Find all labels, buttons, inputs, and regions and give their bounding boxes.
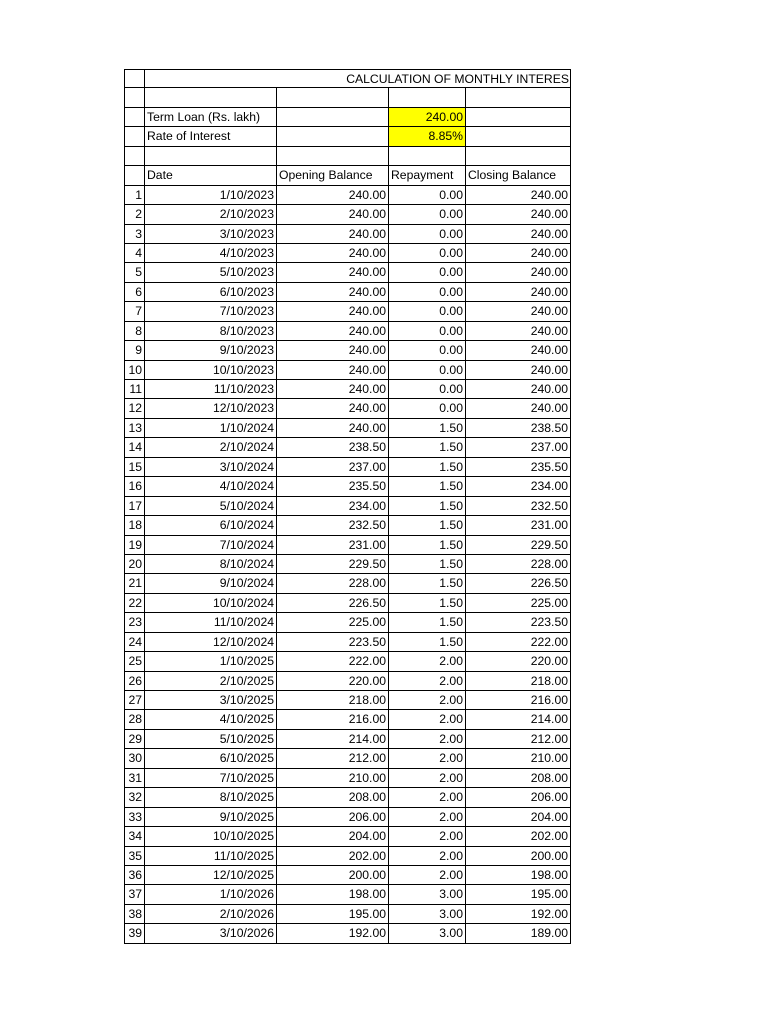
date-cell[interactable]: 11/10/2023 <box>145 380 277 399</box>
repayment-cell[interactable]: 0.00 <box>389 244 466 263</box>
row-number[interactable]: 1 <box>124 186 145 205</box>
date-cell[interactable]: 7/10/2024 <box>145 536 277 555</box>
closing-balance-cell[interactable]: 220.00 <box>466 652 571 671</box>
table-row <box>124 749 571 768</box>
opening-balance-cell[interactable]: 240.00 <box>277 244 389 263</box>
table-row <box>124 419 571 438</box>
closing-balance-cell[interactable]: 216.00 <box>466 691 571 710</box>
table-row <box>124 672 571 691</box>
row-number[interactable]: 35 <box>124 847 145 866</box>
closing-balance-cell[interactable]: 210.00 <box>466 749 571 768</box>
table-row <box>124 263 571 282</box>
opening-balance-cell[interactable]: 204.00 <box>277 827 389 846</box>
date-cell[interactable]: 3/10/2026 <box>145 924 277 943</box>
opening-balance-cell[interactable]: 240.00 <box>277 341 389 360</box>
date-cell[interactable]: 1/10/2023 <box>145 186 277 205</box>
closing-balance-cell[interactable]: 222.00 <box>466 633 571 652</box>
row-number[interactable]: 11 <box>124 380 145 399</box>
loan-value[interactable]: 240.00 <box>389 108 466 127</box>
table-row <box>124 244 571 263</box>
repayment-cell[interactable]: 1.50 <box>389 458 466 477</box>
repayment-cell[interactable]: 0.00 <box>389 186 466 205</box>
table-row <box>124 438 571 457</box>
table-row <box>124 555 571 574</box>
table-row <box>124 205 571 224</box>
repayment-cell[interactable]: 2.00 <box>389 866 466 885</box>
closing-balance-cell[interactable]: 192.00 <box>466 905 571 924</box>
table-row <box>124 477 571 496</box>
repayment-cell[interactable]: 0.00 <box>389 283 466 302</box>
opening-balance-cell[interactable]: 225.00 <box>277 613 389 632</box>
row-number[interactable]: 25 <box>124 652 145 671</box>
date-cell[interactable]: 12/10/2024 <box>145 633 277 652</box>
repayment-cell[interactable]: 3.00 <box>389 885 466 904</box>
date-cell[interactable]: 5/10/2023 <box>145 263 277 282</box>
date-cell[interactable]: 5/10/2025 <box>145 730 277 749</box>
repayment-cell[interactable]: 2.00 <box>389 710 466 729</box>
repayment-cell[interactable]: 1.50 <box>389 594 466 613</box>
repayment-cell[interactable]: 2.00 <box>389 788 466 807</box>
repayment-cell[interactable]: 1.50 <box>389 438 466 457</box>
repayment-cell[interactable]: 1.50 <box>389 516 466 535</box>
date-cell[interactable]: 6/10/2023 <box>145 283 277 302</box>
opening-balance-cell[interactable]: 200.00 <box>277 866 389 885</box>
opening-balance-cell[interactable]: 240.00 <box>277 225 389 244</box>
rate-value[interactable]: 8.85% <box>389 127 466 146</box>
repayment-cell[interactable]: 1.50 <box>389 555 466 574</box>
row-number[interactable]: 24 <box>124 633 145 652</box>
closing-balance-cell[interactable]: 226.50 <box>466 574 571 593</box>
opening-balance-cell[interactable]: 228.00 <box>277 574 389 593</box>
opening-balance-cell[interactable]: 240.00 <box>277 419 389 438</box>
cell[interactable] <box>389 88 466 107</box>
closing-balance-cell[interactable]: 235.50 <box>466 458 571 477</box>
repayment-cell[interactable]: 0.00 <box>389 341 466 360</box>
table-row <box>124 633 571 652</box>
opening-balance-cell[interactable]: 232.50 <box>277 516 389 535</box>
repayment-cell[interactable]: 0.00 <box>389 302 466 321</box>
repayment-cell[interactable]: 1.50 <box>389 613 466 632</box>
cell[interactable] <box>466 127 571 146</box>
date-cell[interactable]: 7/10/2023 <box>145 302 277 321</box>
rate-label[interactable]: Rate of Interest <box>145 127 277 146</box>
closing-balance-cell[interactable]: 240.00 <box>466 225 571 244</box>
row-number[interactable]: 27 <box>124 691 145 710</box>
repayment-cell[interactable]: 2.00 <box>389 808 466 827</box>
closing-balance-cell[interactable]: 231.00 <box>466 516 571 535</box>
opening-balance-cell[interactable]: 222.00 <box>277 652 389 671</box>
closing-balance-cell[interactable]: 240.00 <box>466 302 571 321</box>
table-row <box>124 536 571 555</box>
opening-balance-cell[interactable]: 226.50 <box>277 594 389 613</box>
date-cell[interactable]: 12/10/2025 <box>145 866 277 885</box>
closing-balance-cell[interactable]: 202.00 <box>466 827 571 846</box>
date-cell[interactable]: 10/10/2025 <box>145 827 277 846</box>
row-number[interactable]: 22 <box>124 594 145 613</box>
data-rows <box>124 186 571 944</box>
row-number[interactable]: 2 <box>124 205 145 224</box>
opening-balance-cell[interactable]: 212.00 <box>277 749 389 768</box>
date-cell[interactable]: 10/10/2024 <box>145 594 277 613</box>
date-cell[interactable]: 3/10/2023 <box>145 225 277 244</box>
repayment-cell[interactable]: 1.50 <box>389 574 466 593</box>
table-row <box>124 458 571 477</box>
cell[interactable] <box>124 69 145 88</box>
row-number[interactable]: 6 <box>124 283 145 302</box>
loan-label[interactable]: Term Loan (Rs. lakh) <box>145 108 277 127</box>
table-row <box>124 788 571 807</box>
title-row <box>124 69 571 88</box>
date-cell[interactable]: 4/10/2024 <box>145 477 277 496</box>
row-number[interactable]: 39 <box>124 924 145 943</box>
opening-balance-cell[interactable]: 240.00 <box>277 322 389 341</box>
opening-balance-cell[interactable]: 240.00 <box>277 302 389 321</box>
date-cell[interactable]: 1/10/2025 <box>145 652 277 671</box>
row-number[interactable]: 19 <box>124 536 145 555</box>
spreadsheet <box>124 69 571 944</box>
table-row <box>124 613 571 632</box>
row-number[interactable]: 20 <box>124 555 145 574</box>
header-closing-balance[interactable]: Closing Balance <box>466 166 571 185</box>
opening-balance-cell[interactable]: 202.00 <box>277 847 389 866</box>
date-cell[interactable]: 6/10/2025 <box>145 749 277 768</box>
repayment-cell[interactable]: 1.50 <box>389 536 466 555</box>
row-number[interactable]: 37 <box>124 885 145 904</box>
table-row <box>124 322 571 341</box>
opening-balance-cell[interactable]: 240.00 <box>277 380 389 399</box>
repayment-cell[interactable]: 0.00 <box>389 225 466 244</box>
table-row <box>124 186 571 205</box>
table-row <box>124 497 571 516</box>
table-row <box>124 924 571 943</box>
loan-row <box>124 108 571 127</box>
opening-balance-cell[interactable]: 240.00 <box>277 283 389 302</box>
header-row <box>124 166 571 185</box>
row-number[interactable]: 12 <box>124 399 145 418</box>
opening-balance-cell[interactable]: 240.00 <box>277 263 389 282</box>
repayment-cell[interactable]: 1.50 <box>389 633 466 652</box>
date-cell[interactable]: 5/10/2024 <box>145 497 277 516</box>
closing-balance-cell[interactable]: 232.50 <box>466 497 571 516</box>
opening-balance-cell[interactable]: 210.00 <box>277 769 389 788</box>
table-row <box>124 516 571 535</box>
closing-balance-cell[interactable]: 218.00 <box>466 672 571 691</box>
date-cell[interactable]: 7/10/2025 <box>145 769 277 788</box>
row-number[interactable]: 30 <box>124 749 145 768</box>
table-row <box>124 225 571 244</box>
row-number[interactable]: 3 <box>124 225 145 244</box>
row-number[interactable]: 18 <box>124 516 145 535</box>
cell[interactable] <box>277 147 389 166</box>
table-row <box>124 885 571 904</box>
cell[interactable] <box>277 127 389 146</box>
repayment-cell[interactable]: 2.00 <box>389 730 466 749</box>
closing-balance-cell[interactable]: 240.00 <box>466 205 571 224</box>
closing-balance-cell[interactable]: 195.00 <box>466 885 571 904</box>
row-number[interactable]: 13 <box>124 419 145 438</box>
date-cell[interactable]: 2/10/2024 <box>145 438 277 457</box>
date-cell[interactable]: 4/10/2025 <box>145 710 277 729</box>
row-number[interactable]: 23 <box>124 613 145 632</box>
date-cell[interactable]: 2/10/2026 <box>145 905 277 924</box>
opening-balance-cell[interactable]: 214.00 <box>277 730 389 749</box>
closing-balance-cell[interactable]: 206.00 <box>466 788 571 807</box>
opening-balance-cell[interactable]: 240.00 <box>277 205 389 224</box>
repayment-cell[interactable]: 0.00 <box>389 205 466 224</box>
date-cell[interactable]: 3/10/2024 <box>145 458 277 477</box>
date-cell[interactable]: 8/10/2023 <box>145 322 277 341</box>
date-cell[interactable]: 2/10/2025 <box>145 672 277 691</box>
repayment-cell[interactable]: 2.00 <box>389 652 466 671</box>
repayment-cell[interactable]: 2.00 <box>389 847 466 866</box>
date-cell[interactable]: 11/10/2024 <box>145 613 277 632</box>
date-cell[interactable]: 9/10/2024 <box>145 574 277 593</box>
repayment-cell[interactable]: 3.00 <box>389 905 466 924</box>
table-row <box>124 380 571 399</box>
sheet-title[interactable]: CALCULATION OF MONTHLY INTERES <box>145 69 571 88</box>
closing-balance-cell[interactable]: 240.00 <box>466 322 571 341</box>
opening-balance-cell[interactable]: 192.00 <box>277 924 389 943</box>
row-number[interactable]: 34 <box>124 827 145 846</box>
cell[interactable] <box>145 147 277 166</box>
opening-balance-cell[interactable]: 208.00 <box>277 788 389 807</box>
opening-balance-cell[interactable]: 206.00 <box>277 808 389 827</box>
closing-balance-cell[interactable]: 228.00 <box>466 555 571 574</box>
closing-balance-cell[interactable]: 198.00 <box>466 866 571 885</box>
repayment-cell[interactable]: 1.50 <box>389 419 466 438</box>
opening-balance-cell[interactable]: 231.00 <box>277 536 389 555</box>
opening-balance-cell[interactable]: 223.50 <box>277 633 389 652</box>
date-cell[interactable]: 12/10/2023 <box>145 399 277 418</box>
row-number[interactable]: 33 <box>124 808 145 827</box>
table-row <box>124 302 571 321</box>
cell[interactable] <box>145 88 277 107</box>
date-cell[interactable]: 8/10/2025 <box>145 788 277 807</box>
date-cell[interactable]: 9/10/2023 <box>145 341 277 360</box>
date-cell[interactable]: 6/10/2024 <box>145 516 277 535</box>
repayment-cell[interactable]: 2.00 <box>389 749 466 768</box>
cell[interactable] <box>124 88 145 107</box>
repayment-cell[interactable]: 2.00 <box>389 827 466 846</box>
closing-balance-cell[interactable]: 225.00 <box>466 594 571 613</box>
table-row <box>124 769 571 788</box>
row-number[interactable]: 36 <box>124 866 145 885</box>
row-number[interactable]: 21 <box>124 574 145 593</box>
header-repayment[interactable]: Repayment <box>389 166 466 185</box>
closing-balance-cell[interactable]: 240.00 <box>466 263 571 282</box>
closing-balance-cell[interactable]: 240.00 <box>466 399 571 418</box>
repayment-cell[interactable]: 0.00 <box>389 322 466 341</box>
opening-balance-cell[interactable]: 238.50 <box>277 438 389 457</box>
table-row <box>124 594 571 613</box>
table-row <box>124 361 571 380</box>
date-cell[interactable]: 1/10/2026 <box>145 885 277 904</box>
table-row <box>124 652 571 671</box>
row-number[interactable]: 17 <box>124 497 145 516</box>
date-cell[interactable]: 4/10/2023 <box>145 244 277 263</box>
opening-balance-cell[interactable]: 240.00 <box>277 399 389 418</box>
closing-balance-cell[interactable]: 240.00 <box>466 380 571 399</box>
repayment-cell[interactable]: 0.00 <box>389 361 466 380</box>
table-row <box>124 691 571 710</box>
cell[interactable] <box>466 147 571 166</box>
repayment-cell[interactable]: 2.00 <box>389 769 466 788</box>
closing-balance-cell[interactable]: 240.00 <box>466 361 571 380</box>
closing-balance-cell[interactable]: 237.00 <box>466 438 571 457</box>
table-row <box>124 730 571 749</box>
table-row <box>124 399 571 418</box>
rate-row <box>124 127 571 146</box>
table-row <box>124 905 571 924</box>
row-number[interactable]: 8 <box>124 322 145 341</box>
table-row <box>124 808 571 827</box>
cell[interactable] <box>466 88 571 107</box>
table-row <box>124 574 571 593</box>
row-number[interactable]: 4 <box>124 244 145 263</box>
repayment-cell[interactable]: 1.50 <box>389 497 466 516</box>
opening-balance-cell[interactable]: 229.50 <box>277 555 389 574</box>
closing-balance-cell[interactable]: 240.00 <box>466 244 571 263</box>
opening-balance-cell[interactable]: 240.00 <box>277 186 389 205</box>
cell[interactable] <box>389 147 466 166</box>
closing-balance-cell[interactable]: 229.50 <box>466 536 571 555</box>
closing-balance-cell[interactable]: 189.00 <box>466 924 571 943</box>
cell[interactable] <box>124 127 145 146</box>
closing-balance-cell[interactable]: 214.00 <box>466 710 571 729</box>
row-number[interactable]: 38 <box>124 905 145 924</box>
closing-balance-cell[interactable]: 200.00 <box>466 847 571 866</box>
row-number[interactable]: 5 <box>124 263 145 282</box>
table-row <box>124 827 571 846</box>
row-number[interactable]: 10 <box>124 361 145 380</box>
row-number[interactable]: 26 <box>124 672 145 691</box>
repayment-cell[interactable]: 0.00 <box>389 399 466 418</box>
opening-balance-cell[interactable]: 240.00 <box>277 361 389 380</box>
opening-balance-cell[interactable]: 235.50 <box>277 477 389 496</box>
cell[interactable] <box>277 108 389 127</box>
blank-row <box>124 147 571 166</box>
date-cell[interactable]: 3/10/2025 <box>145 691 277 710</box>
repayment-cell[interactable]: 2.00 <box>389 672 466 691</box>
date-cell[interactable]: 10/10/2023 <box>145 361 277 380</box>
row-number[interactable]: 32 <box>124 788 145 807</box>
closing-balance-cell[interactable]: 223.50 <box>466 613 571 632</box>
table-row <box>124 847 571 866</box>
row-number[interactable]: 16 <box>124 477 145 496</box>
closing-balance-cell[interactable]: 204.00 <box>466 808 571 827</box>
opening-balance-cell[interactable]: 216.00 <box>277 710 389 729</box>
closing-balance-cell[interactable]: 208.00 <box>466 769 571 788</box>
row-number[interactable]: 29 <box>124 730 145 749</box>
closing-balance-cell[interactable]: 240.00 <box>466 186 571 205</box>
header-opening-balance[interactable]: Opening Balance <box>277 166 389 185</box>
opening-balance-cell[interactable]: 220.00 <box>277 672 389 691</box>
row-number[interactable]: 15 <box>124 458 145 477</box>
closing-balance-cell[interactable]: 240.00 <box>466 283 571 302</box>
opening-balance-cell[interactable]: 237.00 <box>277 458 389 477</box>
row-number[interactable]: 31 <box>124 769 145 788</box>
row-number[interactable]: 14 <box>124 438 145 457</box>
cell[interactable] <box>124 147 145 166</box>
date-cell[interactable]: 1/10/2024 <box>145 419 277 438</box>
opening-balance-cell[interactable]: 234.00 <box>277 497 389 516</box>
repayment-cell[interactable]: 0.00 <box>389 263 466 282</box>
blank-row <box>124 88 571 107</box>
repayment-cell[interactable]: 1.50 <box>389 477 466 496</box>
cell[interactable] <box>124 166 145 185</box>
opening-balance-cell[interactable]: 198.00 <box>277 885 389 904</box>
date-cell[interactable]: 2/10/2023 <box>145 205 277 224</box>
date-cell[interactable]: 8/10/2024 <box>145 555 277 574</box>
opening-balance-cell[interactable]: 195.00 <box>277 905 389 924</box>
cell[interactable] <box>124 108 145 127</box>
closing-balance-cell[interactable]: 238.50 <box>466 419 571 438</box>
cell[interactable] <box>277 88 389 107</box>
table-row <box>124 866 571 885</box>
closing-balance-cell[interactable]: 240.00 <box>466 341 571 360</box>
repayment-cell[interactable]: 0.00 <box>389 380 466 399</box>
row-number[interactable]: 28 <box>124 710 145 729</box>
repayment-cell[interactable]: 2.00 <box>389 691 466 710</box>
closing-balance-cell[interactable]: 212.00 <box>466 730 571 749</box>
closing-balance-cell[interactable]: 234.00 <box>466 477 571 496</box>
header-date[interactable]: Date <box>145 166 277 185</box>
row-number[interactable]: 9 <box>124 341 145 360</box>
date-cell[interactable]: 9/10/2025 <box>145 808 277 827</box>
table-row <box>124 710 571 729</box>
table-row <box>124 283 571 302</box>
row-number[interactable]: 7 <box>124 302 145 321</box>
repayment-cell[interactable]: 3.00 <box>389 924 466 943</box>
table-row <box>124 341 571 360</box>
cell[interactable] <box>466 108 571 127</box>
opening-balance-cell[interactable]: 218.00 <box>277 691 389 710</box>
date-cell[interactable]: 11/10/2025 <box>145 847 277 866</box>
